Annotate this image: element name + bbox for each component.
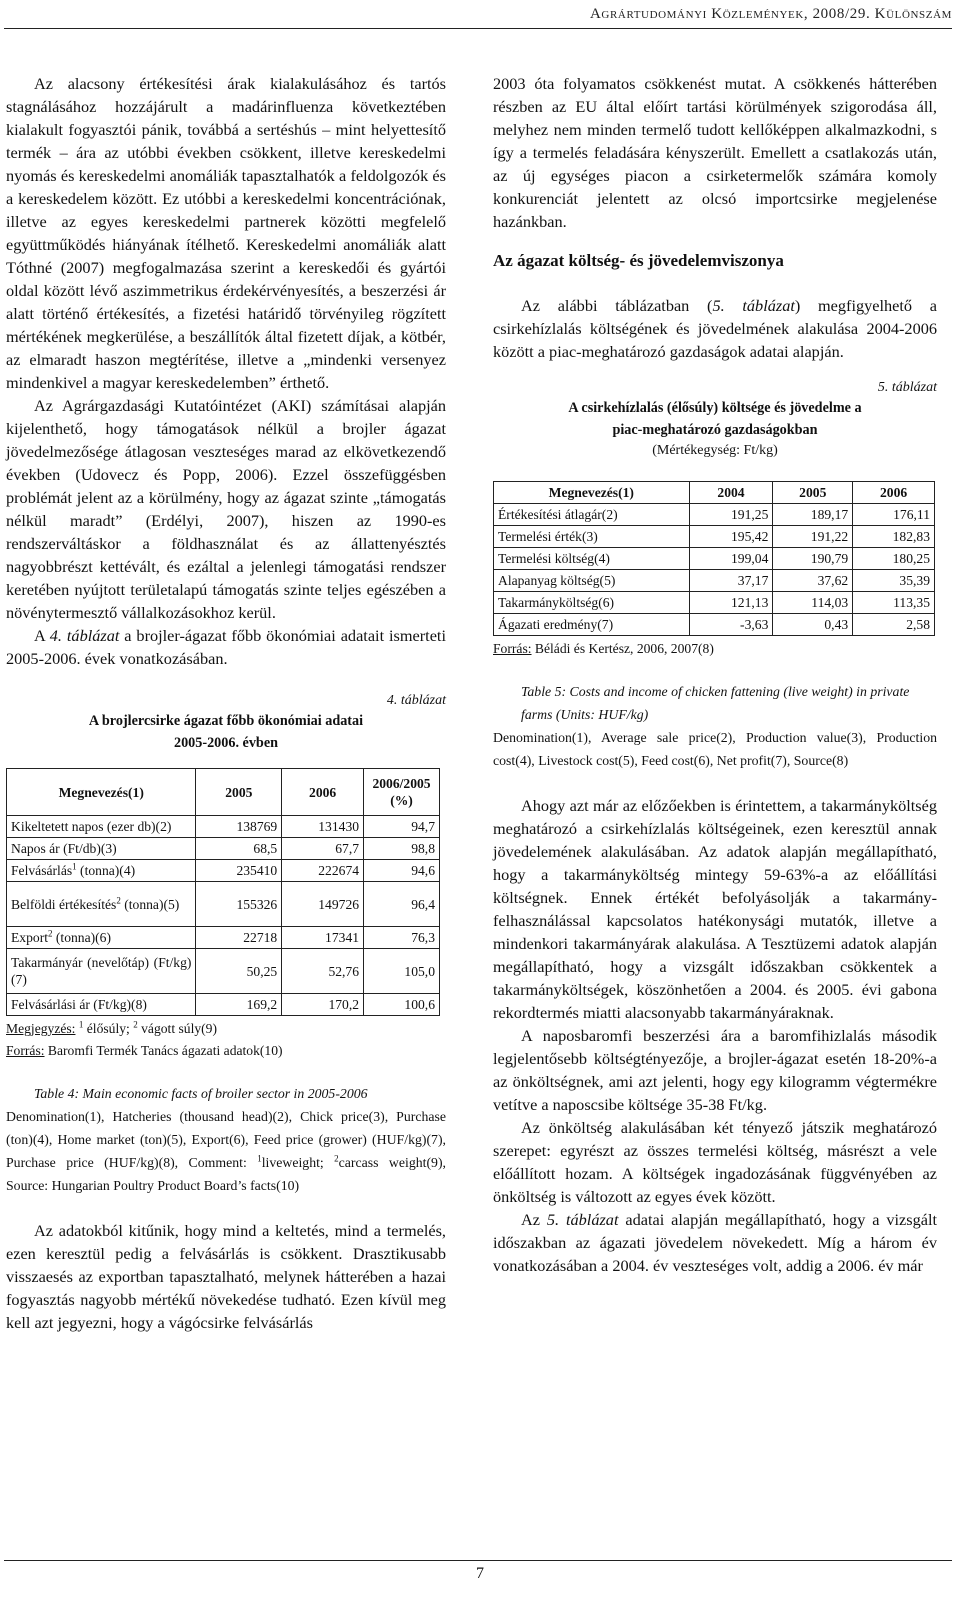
table-4-title: A brojlercsirke ágazat főbb ökonómiai adatai 2005-2006. évben	[88, 713, 364, 751]
footer-rule	[4, 1560, 952, 1561]
table-4	[6, 768, 440, 1016]
paragraph: A 4. táblázat a brojler-ágazat főbb ökonómiai adatait ismerteti 2005-2006. évek vonatkozásában.	[6, 626, 446, 668]
header-rule	[4, 28, 952, 29]
table-5-english-caption: Table 5: Costs and income of chicken fattening (live weight) in private farms (Units: HUF/kg)	[521, 684, 910, 722]
table-4-note: Megjegyzés: $^1$ élősúly; $^2$ vágott súly(9)	[6, 1019, 218, 1036]
table-row: Felvásárlási ár (Ft/kg)(8) 169,2 170,2 100,6	[7, 994, 440, 1016]
table-4-english-legend: Denomination(1), Hatcheries (thousand head)(2), Chick price(3), Purchase (ton)(4), Home market (ton)(5), Export(6), Feed price (grower) (HUF/kg)(7), Purchase price (HUF/kg)(8), Comment: $^1$liveweight; $^2$carcass weight(9), Source: Hungarian Poultry Product Board’s facts(10)	[6, 1109, 446, 1193]
table-5	[493, 481, 935, 636]
table-row: Termelési költség(4) 199,04 190,79 180,25	[494, 548, 935, 570]
paragraph: Az alacsony értékesítési árak kialakulásához és tartós stagnálásához hozzájárult a madárinfluenza következtében kialakult fogyasztói pánik, továbbá a sertéshús – mint helyettesítő termék – ára az utóbbi években csökkent, illetve kereskedelmi nyomás és kereskedelmi anomáliák tapasztalhatók a feldolgozók és a kereskedelem között. Ez utóbbi a kereskedelmi koncentrációnak, illetve az egyes kereskedelmi partnerek közötti megfelelő együttműködés hiányának ítélhető. Kereskedelmi anomáliák alatt Tóthné (2007) megfogalmazása szerint a kereskedői és gyártói oldal között lévő aszimmetrikus érdekérvényesítés, a beszerzési ár alatt történő értékesítés, a fizetési határidő törvényileg rögzített mértékének megkerülése, a beszállítók által fizetett díjak, a kötbér, az elmaradt haszon megtérítése, illetve a „mindenki versenyez mindenkivel a magyar kereskedelemben” érthető.	[6, 74, 446, 392]
paragraph: Az 5. táblázat adatai alapján megállapítható, hogy a vizsgált időszakban az ágazati jövedelem növekedett. Míg a három év vonatkozásában a 2004. év veszteséges volt, addig a 2006. év már	[493, 1210, 937, 1275]
table-row: Takarmányár (nevelőtáp) (Ft/kg)(7) 50,25 52,76 105,0	[7, 949, 440, 994]
table-5-title: A csirkehízlalás (élősúly) költsége és jövedelme a piac-meghatározó gazdaságokban	[568, 400, 862, 438]
table-row: Belföldi értékesítés$^2$ (tonna)(5) 155326 149726 96,4	[7, 882, 440, 927]
table-header-row: Megnevezés(1) 2004 2005 2006	[494, 482, 935, 504]
paragraph: Az Agrárgazdasági Kutatóintézet (AKI) számításai alapján kijelenthető, hogy támogatások nélkül a brojler ágazat jövedelmezősége átlagosan veszteséges marad az elkövetkezendő években (Udovecz és Popp, 2006). Ezzel összefüggésben problémát jelent az a körülmény, hogy az ágazat szinte „támogatás nélkül maradt” (Erdélyi, 2007), hiszen az 1990-es rendszerváltáskor a földhasználat és az állattenyésztés nagyobbrészt kettévált, és ezáltal a jelenlegi támogatási rendszer keretében nyújtott területalapú támogatás szinte teljes egészében a növénytermesztő vállalkozásokhoz kerül.	[6, 396, 446, 622]
table-4-english-caption: Table 4: Main economic facts of broiler sector in 2005-2006	[34, 1086, 368, 1101]
table-4-source: Forrás: Baromfi Termék Tanács ágazati adatok(10)	[6, 1043, 283, 1058]
left-column	[6, 72, 446, 1334]
paragraph: Az adatokból kitűnik, hogy mind a keltetés, mind a termelés, ezen keresztül pedig a felvásárlás is csökkent. Drasztikusabb visszaesés az exportban tapasztalható, melynek hátterében a hazai fogyasztás nagyobb mértékű növekedése tudható. Ezen kívül meg kell azt jegyezni, hogy a vágócsirke felvásárlás	[6, 1221, 446, 1332]
paragraph: A naposbaromfi beszerzési ára a baromfihizlalás második legjelentősebb költségtényezője, a brojler-ágazat esetén 18-20%-a az önköltségnek, ami azt jelenti, hogy egy kilogramm végtermékre vetítve a naposcsibe költsége 35-38 Ft/kg.	[493, 1026, 937, 1114]
table-row: Felvásárlás$^1$ (tonna)(4) 235410 222674 94,6	[7, 860, 440, 882]
table-5-unit: (Mértékegység: Ft/kg)	[652, 443, 778, 458]
table-row: Ágazati eredmény(7) -3,63 0,43 2,58	[494, 614, 935, 636]
table-5-number: 5. táblázat	[877, 380, 937, 395]
table-5-source: Forrás: Béládi és Kertész, 2006, 2007(8)	[493, 641, 714, 656]
paragraph: Az alábbi táblázatban (5. táblázat) megfigyelhető a csirkehízlalás költségének és jövedelmének alakulása 2004-2006 között a piac-meghatározó gazdaságok adatai alapján.	[493, 296, 937, 361]
page-number: 7	[476, 1565, 484, 1582]
table-row: Alapanyag költség(5) 37,17 37,62 35,39	[494, 570, 935, 592]
paragraph: Az önköltség alakulásában két tényező játszik meghatározó szerepet: egyrészt az összes termelési költség, másrészt a vele előállított hozam. A költségek ingadozásának függvényében az önköltség is változott az egyes évek között.	[493, 1118, 937, 1206]
paragraph: 2003 óta folyamatos csökkenést mutat. A csökkenés hátterében részben az EU által előírt tartási körülmények szigorodása áll, melyhez nem minden termelő tudott kellőképpen alkalmazkodni, s így a termelés feladására kényszerült. Emellett a csatlakozás után, az új egységes piacon a csirketermelők számára komoly konkurenciát jelentett az olcsó importcsirke megjelenése hazánkban.	[493, 74, 937, 231]
table-4-number: 4. táblázat	[386, 693, 446, 708]
table-5-english-legend: Denomination(1), Average sale price(2), Production value(3), Production cost(4), Livestock cost(5), Feed cost(6), Net profit(7), Source(8)	[493, 730, 937, 768]
paragraph: Ahogy azt már az előzőekben is érintettem, a takarmányköltség meghatározó a csirkehízlalás költségeinek, ezen keresztül annak jövedelemének alakulásában. Az adatok alapján megállapítható, hogy a takarmányköltség mintegy 59-63%-a az előállítási költségnek. Ennek értékét befolyásolják a takarmány-felhasználással kapcsolatos hatékonysági mutatók, illetve a mindenkori takarmányárak alakulása. A Tesztüzemi adatok alapján megállapítható, hogy a vizsgált időszakban csökkentek a takarmányköltségek, köszönhetően a 2004. és 2005. évi gabona rekordtermés miatti alacsonyabb takarmányáraknak.	[493, 796, 937, 1022]
running-header: Agrártudományi Közlemények, 2008/29. Különszám	[589, 6, 952, 22]
table-header-row: Megnevezés(1) 2005 2006 2006/2005 (%)	[7, 769, 440, 816]
section-heading: Az ágazat költség- és jövedelemviszonya	[493, 251, 784, 270]
table-row: Export$^2$ (tonna)(6) 22718 17341 76,3	[7, 927, 440, 949]
table-row: Takarmányköltség(6) 121,13 114,03 113,35	[494, 592, 935, 614]
table-row: Termelési érték(3) 195,42 191,22 182,83	[494, 526, 935, 548]
right-column	[493, 72, 937, 1277]
table-row: Kikeltetett napos (ezer db)(2) 138769 131430 94,7	[7, 816, 440, 838]
table-row: Napos ár (Ft/db)(3) 68,5 67,7 98,8	[7, 838, 440, 860]
table-row: Értékesítési átlagár(2) 191,25 189,17 176,11	[494, 504, 935, 526]
